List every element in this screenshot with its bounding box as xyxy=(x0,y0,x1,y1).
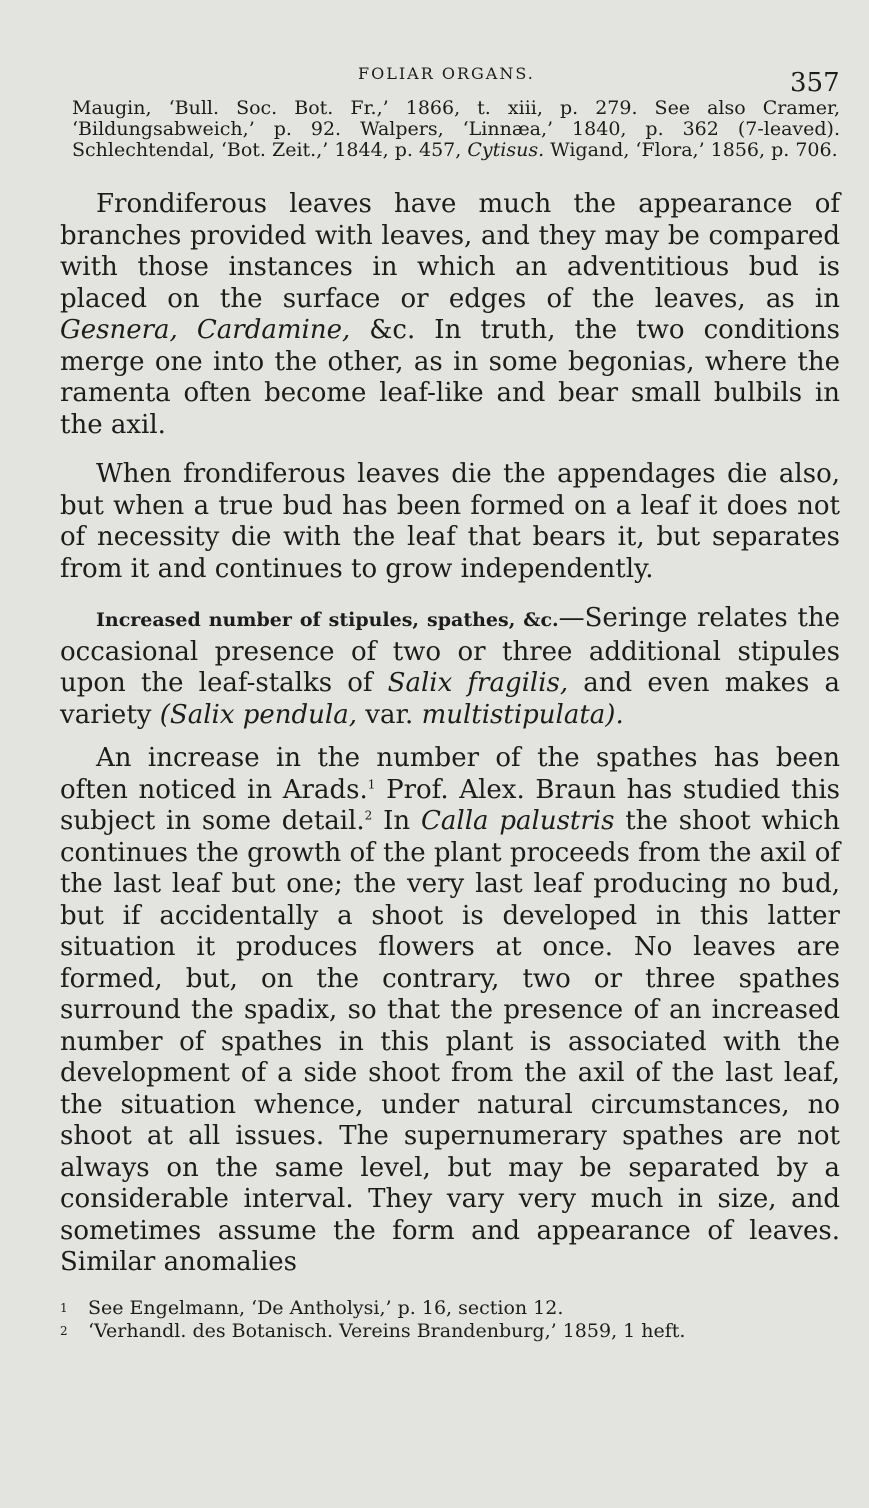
references-text-1: Maugin, ‘Bull. Soc. Bot. Fr.,’ 1866, t. xiii, p. 279. See also Cramer, ‘Bildungsabweich,’ p. 92. Walpers, ‘Linnæa,’ 1840, p. 362 (7-leaved). Schlechtendal, ‘Bot. Zeit.,’ 1844, p. 457, xyxy=(72,97,840,161)
paragraph-4-italic: Calla palustris xyxy=(421,806,615,836)
paragraph-1-text-b: &c. In truth, the two conditions merge one into the other, as in some begonias, where the ramenta often become leaf-like and bear small bulbils in the axil. xyxy=(60,315,840,440)
paragraph-die xyxy=(60,459,840,585)
footnote-1 xyxy=(60,1297,840,1320)
paragraph-4-text-c: In xyxy=(372,806,421,836)
footnote-text-2: ‘Verhandl. des Botanisch. Vereins Brandenburg,’ 1859, 1 heft. xyxy=(88,1319,686,1342)
paragraph-3-text-a: —Seringe relates the occasional presence of two or three additional stipules upon the leaf-stalks of xyxy=(60,603,840,698)
paragraph-frondiferous xyxy=(60,189,840,441)
paragraph-stipules xyxy=(60,603,840,731)
section-heading: Increased number of stipules, spathes, &c. xyxy=(96,609,559,631)
references-text-2: Wigand, ‘Flora,’ 1856, p. 706. xyxy=(544,139,838,161)
running-head: FOLIAR ORGANS. xyxy=(358,64,535,83)
page-number: 357 xyxy=(790,68,840,98)
paragraph-3-italic-3: multistipulata). xyxy=(421,699,624,730)
references-italic: Cytisus. xyxy=(467,139,545,161)
paragraph-4-text-a: An increase in the number of the spathes has been often noticed in Arads. xyxy=(60,743,840,805)
paragraph-4-text-b: Prof. Alex. Braun has studied this subject in some detail. xyxy=(60,774,841,836)
paragraph-3-text-b: and even makes a variety xyxy=(60,668,841,730)
footnote-ref-1: 1 xyxy=(367,776,376,791)
footnote-ref-2: 2 xyxy=(364,808,373,823)
paragraph-2-text: When frondiferous leaves die the appendages die also, but when a true bud has been formed on a leaf it does not of necessity die with the leaf that bears it, but separates from it and continues to grow independently. xyxy=(60,459,840,584)
page-header xyxy=(0,62,869,102)
footnote-mark-2: 2 xyxy=(60,1323,68,1338)
paragraph-1-text-a: Frondiferous leaves have much the appearance of branches provided with leaves, and they may be compared with those instances in which an adventitious bud is placed on the surface or edges of the leaves, as in xyxy=(60,189,840,314)
paragraph-4-text-d: the shoot which continues the growth of the plant proceeds from the axil of the last leaf but one; the very last leaf producing no bud, but if accidentally a shoot is developed in this latter situation it produces flowers at once. No leaves are formed, but, on the contrary, two or three spathes surround the spadix, so that the presence of an increased number of spathes in this plant is associated with the development of a side shoot from the axil of the last leaf, the situation whence, under natural circumstances, no shoot at all issues. The supernumerary spathes are not always on the same level, but may be separated by a considerable interval. They vary very much in size, and sometimes assume the form and appearance of leaves. Similar anomalies xyxy=(60,806,841,1277)
paragraph-3-italic-1: Salix fragilis, xyxy=(387,668,569,698)
paragraph-spathes xyxy=(60,743,840,1279)
footnote-2 xyxy=(60,1320,840,1343)
page-body xyxy=(60,98,840,1343)
footnote-text-1: See Engelmann, ‘De Antholysi,’ p. 16, section 12. xyxy=(88,1296,564,1319)
references-continuation xyxy=(72,98,840,161)
footnotes xyxy=(60,1297,840,1343)
paragraph-1-italic: Gesnera, Cardamine, xyxy=(60,315,351,345)
footnote-mark-1: 1 xyxy=(60,1300,68,1315)
paragraph-3-text-c: var. xyxy=(357,699,422,730)
paragraph-3-italic-2: (Salix pendula, xyxy=(159,699,357,730)
